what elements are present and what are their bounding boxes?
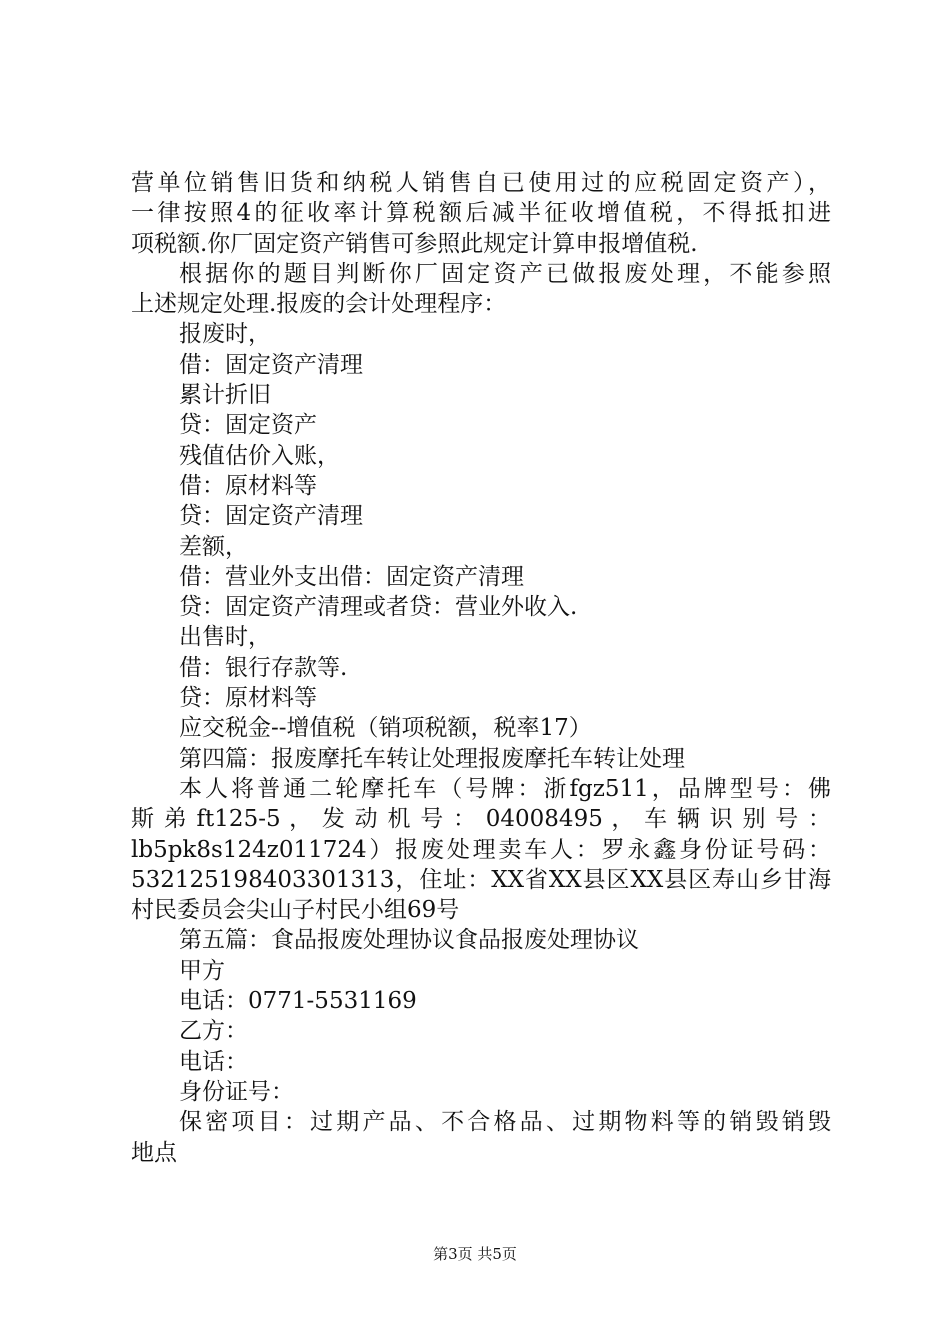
paragraph-line: 电话：0771-5531169 <box>179 988 417 1015</box>
paragraph-line: 上述规定处理.报废的会计处理程序： <box>131 291 507 318</box>
paragraph-line: 一律按照4的征收率计算税额后减半征收增值税，不得抵扣进 <box>131 200 831 227</box>
paragraph-line: 身份证号： <box>179 1078 294 1105</box>
paragraph-line: 营单位销售旧货和纳税人销售自已使用过的应税固定资产）， <box>131 170 831 196</box>
paragraph-line: lb5pk8s124z011724）报废处理卖车人：罗永鑫身份证号码： <box>131 836 831 863</box>
paragraph-line: 应交税金--增值税（销项税额，税率17） <box>179 715 592 742</box>
paragraph-line: 残值估价入账， <box>179 442 340 469</box>
section-heading-4: 第四篇：报废摩托车转让处理报废摩托车转让处理 <box>179 745 685 772</box>
paragraph-line: 贷：原材料等 <box>179 685 317 712</box>
page-number-footer: 第3页 共5页 <box>433 1245 517 1263</box>
paragraph-line: 项税额.你厂固定资产销售可参照此规定计算申报增值税. <box>131 230 698 257</box>
paragraph-line: 借：固定资产清理 <box>179 351 363 378</box>
paragraph-line: 斯 弟 ft125-5 ， 发 动 机 号 ： 04008495 ， 车 辆 识 别 号 ： <box>131 806 831 833</box>
paragraph-line: 出售时， <box>179 624 271 651</box>
paragraph-line: 借：营业外支出借：固定资产清理 <box>179 563 524 590</box>
paragraph-line: 电话： <box>179 1048 248 1075</box>
paragraph-line: 532125198403301313，住址：XX省XX县区XX县区寿山乡甘海 <box>131 866 831 893</box>
paragraph-line: 乙方： <box>179 1018 248 1045</box>
paragraph-line: 累计折旧 <box>179 382 271 409</box>
document-body <box>131 168 831 1168</box>
paragraph-line: 借：银行存款等. <box>179 654 348 681</box>
paragraph-line: 借：原材料等 <box>179 472 317 499</box>
paragraph-line: 本人将普通二轮摩托车（号牌：浙fgz511，品牌型号：佛 <box>179 775 831 802</box>
section-heading-5: 第五篇：食品报废处理协议食品报废处理协议 <box>179 927 639 954</box>
paragraph-line: 贷：固定资产清理 <box>179 503 363 530</box>
paragraph-line: 保密项目：过期产品、不合格品、过期物料等的销毁销毁 <box>179 1109 831 1136</box>
paragraph-line: 村民委员会尖山子村民小组69号 <box>131 897 460 924</box>
paragraph-line: 差额， <box>179 533 248 560</box>
paragraph-line: 贷：固定资产 <box>179 412 317 439</box>
paragraph-line: 地点 <box>131 1139 177 1166</box>
paragraph-line: 根据你的题目判断你厂固定资产已做报废处理，不能参照 <box>179 260 831 287</box>
paragraph-line: 甲方 <box>179 957 225 984</box>
paragraph-line: 贷：固定资产清理或者贷：营业外收入. <box>179 594 578 621</box>
paragraph-line: 报废时， <box>179 321 271 348</box>
